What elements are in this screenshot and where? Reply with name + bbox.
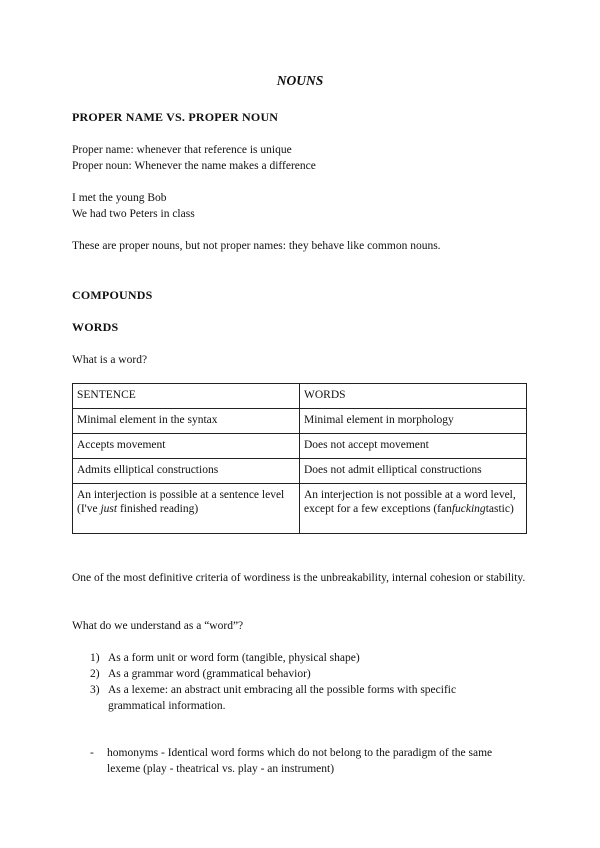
cell-text: finished reading) — [117, 503, 199, 515]
dash-marker: - — [90, 747, 94, 759]
list-number: 1) — [90, 652, 100, 664]
list-number: 3) — [90, 684, 100, 696]
table-cell: Admits elliptical constructions — [73, 459, 300, 484]
dash-item-line-1: homonyms - Identical word forms which do not belong to the paradigm of the same — [107, 747, 493, 759]
table-header-row — [73, 384, 527, 409]
table-header-cell: WORDS — [300, 384, 527, 409]
proper-name-definition: Proper name: whenever that reference is unique — [72, 144, 292, 156]
dash-list-item — [90, 745, 527, 777]
page-title: NOUNS — [276, 73, 324, 88]
cell-emphasis: just — [100, 503, 118, 515]
heading-proper-name: PROPER NAME VS. PROPER NOUN — [72, 110, 279, 124]
table-cell: Minimal element in the syntax — [73, 409, 300, 434]
table-row — [73, 459, 527, 484]
table-cell: Does not admit elliptical constructions — [300, 459, 527, 484]
list-item — [90, 666, 456, 682]
list-text: As a grammar word (grammatical behavior) — [108, 668, 311, 680]
cell-text: An interjection is possible at a sentence level (I've — [77, 489, 285, 515]
heading-compounds: COMPOUNDS — [72, 288, 153, 302]
table-header-cell: SENTENCE — [73, 384, 300, 409]
table-cell: Accepts movement — [73, 434, 300, 459]
list-item — [90, 650, 456, 666]
table-cell — [73, 484, 300, 534]
table-cell — [300, 484, 527, 534]
list-item-continuation: grammatical information. — [108, 700, 226, 712]
table-row — [73, 434, 527, 459]
sentence-words-table — [72, 383, 527, 534]
cell-text: tastic) — [485, 503, 514, 515]
list-text: As a form unit or word form (tangible, physical shape) — [108, 652, 360, 664]
numbered-list — [90, 650, 456, 714]
list-number: 2) — [90, 668, 100, 680]
question-word-understanding: What do we understand as a “word”? — [72, 620, 244, 632]
proper-noun-note: These are proper nouns, but not proper names: they behave like common nouns. — [72, 240, 441, 252]
table-row — [73, 409, 527, 434]
cell-emphasis: fucking — [451, 503, 486, 515]
example-line-1: I met the young Bob — [72, 192, 167, 204]
table-cell: Does not accept movement — [300, 434, 527, 459]
list-text: As a lexeme: an abstract unit embracing all the possible forms with specific — [108, 684, 457, 696]
table-cell: Minimal element in morphology — [300, 409, 527, 434]
wordiness-paragraph: One of the most definitive criteria of wordiness is the unbreakability, internal cohesion or stability. — [72, 572, 526, 584]
proper-noun-definition: Proper noun: Whenever the name makes a difference — [72, 160, 316, 172]
cell-text: An interjection is not possible at a word level, except for a few exceptions (fan — [304, 489, 516, 515]
dash-item-line-2: lexeme (play - theatrical vs. play - an instrument) — [107, 763, 335, 775]
table-row — [73, 484, 527, 534]
heading-words: WORDS — [72, 320, 119, 334]
example-line-2: We had two Peters in class — [72, 208, 195, 220]
question-what-is-word: What is a word? — [72, 354, 148, 366]
list-item — [90, 682, 456, 698]
